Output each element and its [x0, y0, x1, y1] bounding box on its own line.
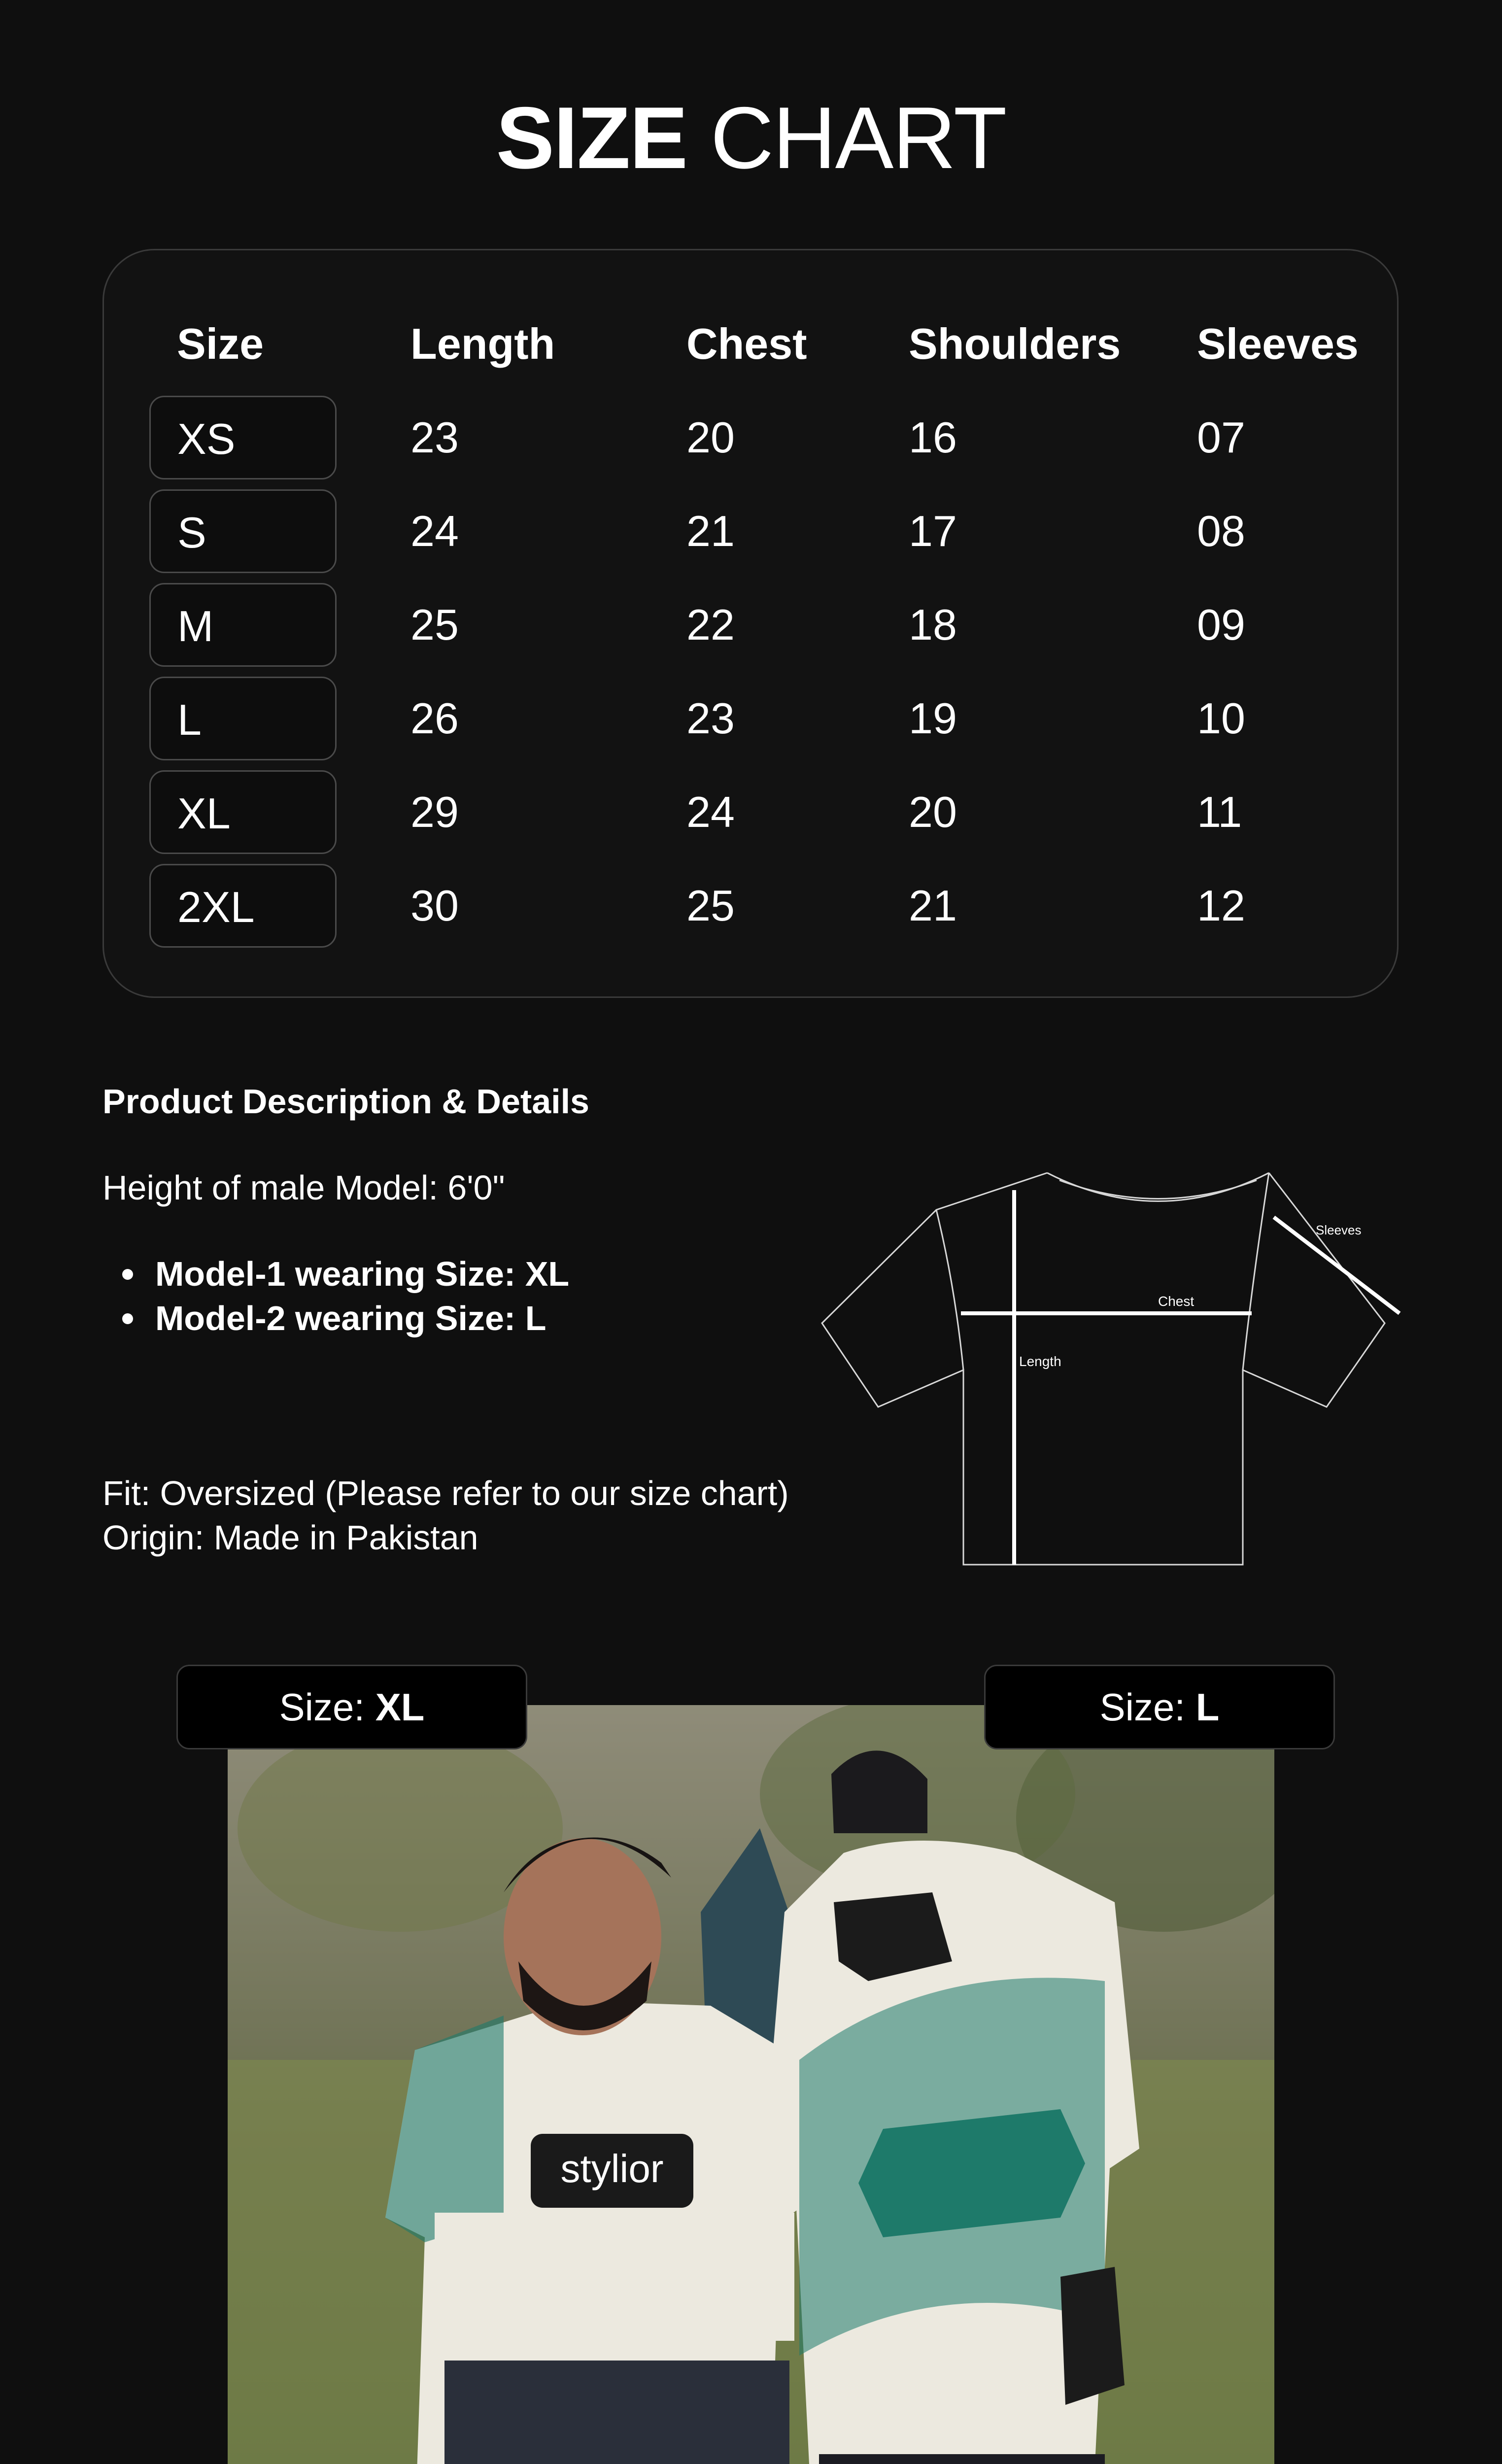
size-pill [149, 396, 337, 479]
chest-value: 20 [686, 413, 735, 462]
length-value: 30 [410, 881, 459, 930]
shoulders-value: 20 [909, 787, 957, 836]
chest-value: 21 [686, 507, 735, 555]
tag-prefix: Size: [1099, 1685, 1196, 1729]
size-label: 2XL [177, 883, 255, 931]
size-pill [149, 864, 337, 948]
model-height: Height of male Model: 6'0" [102, 1168, 505, 1207]
header-sleeves: Sleeves [1197, 319, 1359, 368]
model-size-list [102, 1252, 569, 1340]
title-light: CHART [710, 89, 1006, 187]
chest-label: Chest [1158, 1294, 1195, 1309]
chest-value: 24 [686, 787, 735, 836]
list-item [102, 1296, 569, 1340]
page-title [0, 84, 1502, 192]
size-label: S [177, 508, 206, 557]
sleeves-value: 11 [1197, 787, 1242, 836]
shoulders-value: 17 [909, 507, 957, 555]
black-patch [1060, 2267, 1125, 2405]
sleeves-value: 07 [1197, 413, 1245, 462]
size-label: M [177, 602, 214, 650]
fit-text: Fit: Oversized (Please refer to our size chart) [102, 1474, 789, 1512]
jeans [444, 2361, 789, 2464]
tag-size: L [1195, 1685, 1220, 1729]
trousers [819, 2454, 1105, 2464]
sleeves-value: 10 [1197, 694, 1245, 743]
length-label: Length [1019, 1354, 1061, 1369]
shoulders-value: 19 [909, 694, 957, 743]
sleeves-value: 12 [1197, 881, 1245, 930]
length-value: 25 [410, 600, 459, 649]
logo-text: stylior [560, 2147, 664, 2190]
header-shoulders: Shoulders [909, 319, 1121, 368]
title-bold: SIZE [496, 89, 687, 187]
sleeves-value: 08 [1197, 507, 1245, 555]
bullet-prefix: Model-2 wearing Size: [155, 1299, 525, 1337]
shoulders-value: 18 [909, 600, 957, 649]
chest-value: 23 [686, 694, 735, 743]
photo-illustration [228, 1705, 1274, 2464]
sleeves-value: 09 [1197, 600, 1245, 649]
model-photo [228, 1705, 1274, 2464]
chest-value: 25 [686, 881, 735, 930]
length-value: 23 [410, 413, 459, 462]
shoulders-value: 21 [909, 881, 957, 930]
header-length: Length [410, 319, 555, 368]
size-pill [149, 489, 337, 573]
length-value: 26 [410, 694, 459, 743]
bullet-prefix: Model-1 wearing Size: [155, 1255, 525, 1293]
bullet-size: L [525, 1299, 546, 1337]
shoulders-value: 16 [909, 413, 957, 462]
size-label: XL [177, 789, 231, 838]
size-label: XS [177, 414, 236, 463]
description-title: Product Description & Details [102, 1082, 589, 1121]
length-value: 24 [410, 507, 459, 555]
list-item [102, 1252, 569, 1296]
length-value: 29 [410, 787, 459, 836]
size-pill [149, 583, 337, 667]
tshirt-outline [822, 1173, 1385, 1565]
size-label: L [177, 695, 202, 744]
size-chart-table [102, 249, 1399, 998]
tag-size: XL [375, 1685, 425, 1729]
tshirt-diagram [818, 1163, 1409, 1577]
sleeves-label: Sleeves [1316, 1223, 1362, 1237]
tag-prefix: Size: [279, 1685, 376, 1729]
calligraphy-panel [858, 2109, 1085, 2237]
size-tag-l [984, 1665, 1335, 1749]
size-tag-xl [176, 1665, 527, 1749]
origin-text: Origin: Made in Pakistan [102, 1518, 478, 1557]
chest-value: 22 [686, 600, 735, 649]
tee-lower [435, 2213, 794, 2341]
header-size: Size [177, 319, 264, 368]
size-pill [149, 770, 337, 854]
size-pill [149, 677, 337, 760]
bullet-size: XL [525, 1255, 570, 1293]
header-chest: Chest [686, 319, 807, 368]
